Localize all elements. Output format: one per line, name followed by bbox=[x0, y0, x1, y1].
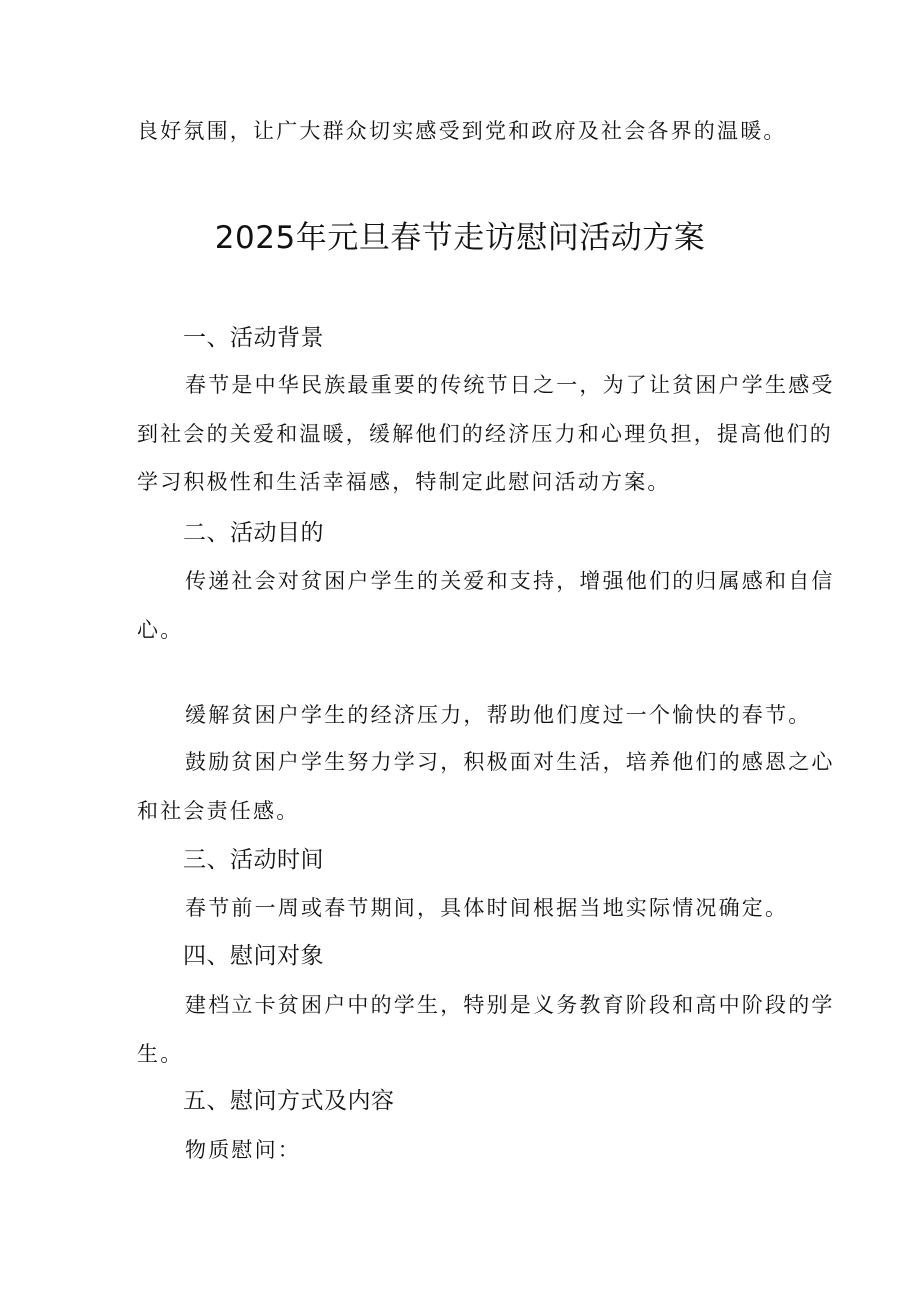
section-heading-time: 三、活动时间 bbox=[183, 847, 324, 873]
paragraph-line: 缓解贫困户学生的经济压力，帮助他们度过一个愉快的春节。 bbox=[185, 703, 812, 727]
intro-paragraph-tail: 良好氛围，让广大群众切实感受到党和政府及社会各界的温暖。 bbox=[137, 119, 787, 143]
paragraph-line: 和社会责任感。 bbox=[137, 799, 300, 823]
paragraph-line: 建档立卡贫困户中的学生，特别是义务教育阶段和高中阶段的学 bbox=[185, 993, 835, 1017]
section-heading-methods: 五、慰问方式及内容 bbox=[183, 1088, 395, 1114]
paragraph-line: 物质慰问： bbox=[185, 1138, 301, 1162]
paragraph-line: 生。 bbox=[137, 1042, 184, 1066]
paragraph-line: 传递社会对贫困户学生的关爱和支持，增强他们的归属感和自信 bbox=[185, 569, 835, 593]
paragraph-line: 心。 bbox=[137, 618, 184, 642]
paragraph-line: 春节前一周或春节期间，具体时间根据当地实际情况确定。 bbox=[185, 896, 789, 920]
section-heading-background: 一、活动背景 bbox=[183, 325, 324, 351]
section-heading-targets: 四、慰问对象 bbox=[183, 943, 324, 969]
section-heading-purpose: 二、活动目的 bbox=[183, 520, 324, 546]
paragraph-line: 到社会的关爱和温暖，缓解他们的经济压力和心理负担，提高他们的 bbox=[137, 422, 833, 446]
paragraph-line: 学习积极性和生活幸福感，特制定此慰问活动方案。 bbox=[137, 470, 671, 494]
paragraph-line: 鼓励贫困户学生努力学习，积极面对生活，培养他们的感恩之心 bbox=[185, 750, 835, 774]
paragraph-line: 春节是中华民族最重要的传统节日之一，为了让贫困户学生感受 bbox=[185, 373, 835, 397]
document-title: 2025年元旦春节走访慰问活动方案 bbox=[214, 220, 706, 256]
